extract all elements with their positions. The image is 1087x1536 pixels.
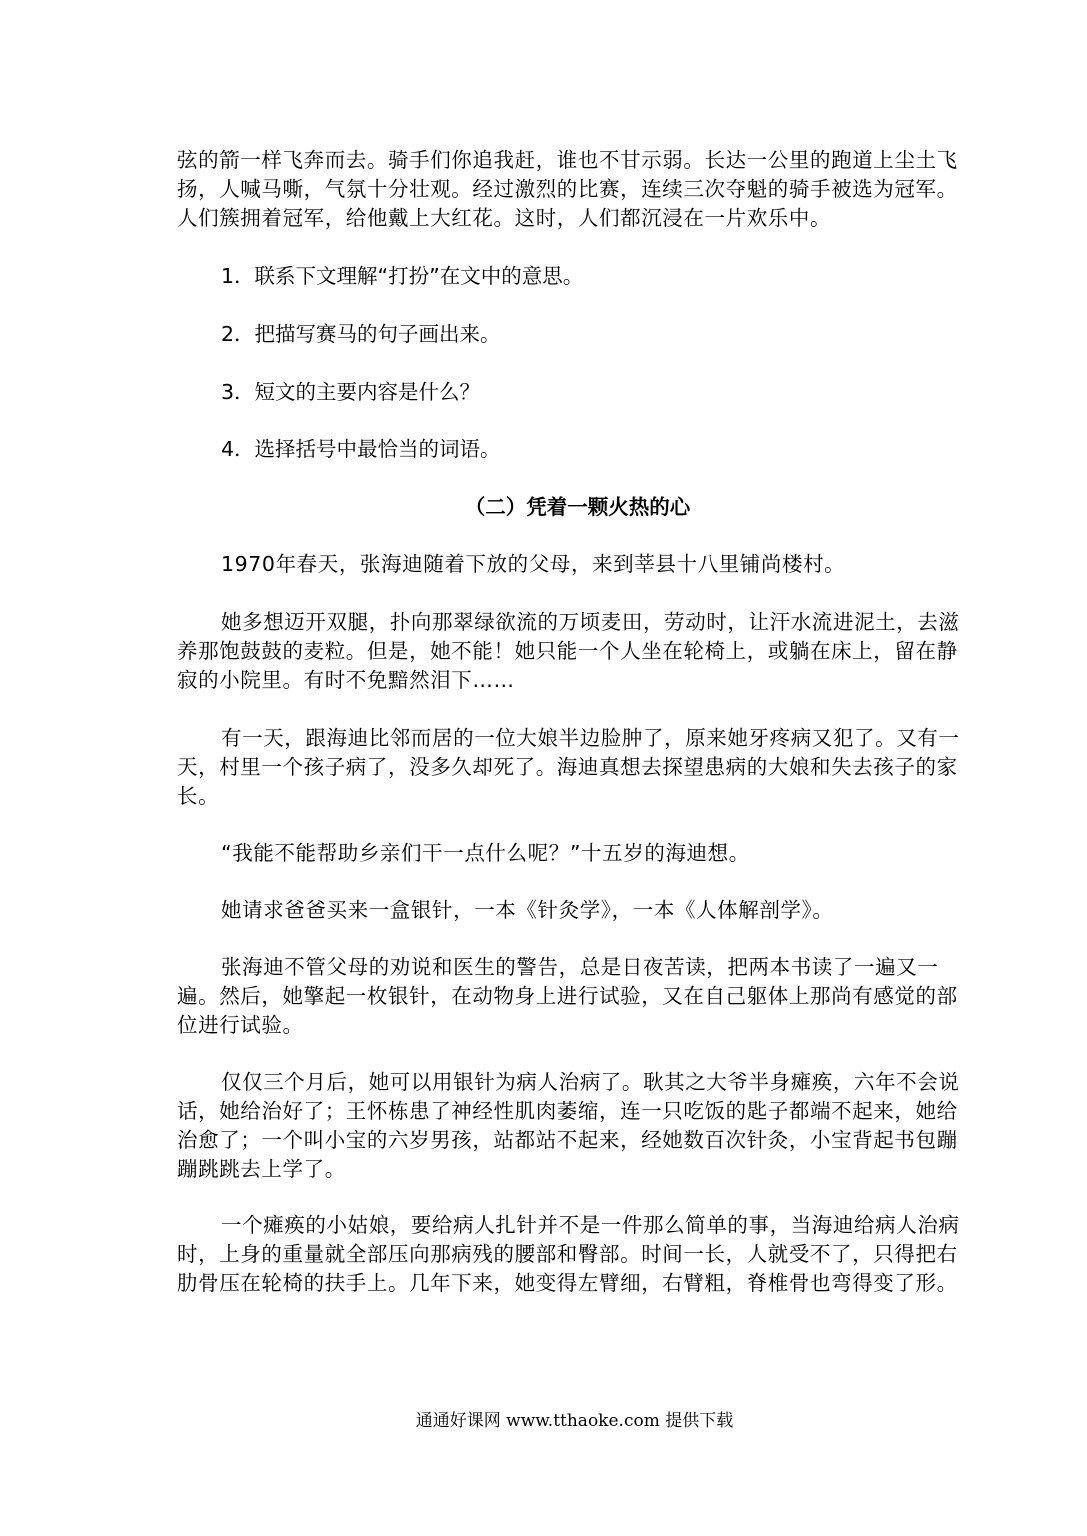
paragraph-6: 张海迪不管父母的劝说和医生的警告，总是日夜苦读，把两本书读了一遍又一遍。然后，她擎起一枚银针，在动物身上进行试验，又在自己躯体上那尚有感觉的部位进行试验。 — [177, 955, 958, 1037]
paragraph-4: “我能不能帮助乡亲们干一点什么呢？”十五岁的海迪想。 — [221, 841, 750, 865]
question-3: 3．短文的主要内容是什么？ — [221, 380, 481, 404]
paragraph-5: 她请求爸爸买来一盒银针，一本《针灸学》，一本《人体解剖学》。 — [221, 898, 834, 922]
paragraph-2: 她多想迈开双腿，扑向那翠绿欲流的万顷麦田，劳动时，让汗水流进泥土，去滋养那饱鼓鼓的麦粒。但是，她不能！她只能一个人坐在轮椅上，或躺在床上，留在静寂的小院里。有时不免黯然泪下…… — [177, 610, 960, 692]
section-title: （二）凭着一颗火热的心 — [464, 495, 691, 519]
paragraph-1: 1970年春天，张海迪随着下放的父母，来到莘县十八里铺尚楼村。 — [221, 552, 846, 576]
paragraph-8: 一个瘫痪的小姑娘，要给病人扎针并不是一件那么简单的事，当海迪给病人治病时，上身的重量就全部压向那病残的腰部和臀部。时间一长，人就受不了，只得把右肋骨压在轮椅的扶手上。几年下来，她变得左臂细，右臂粗，脊椎骨也弯得变了形。 — [177, 1213, 960, 1295]
paragraph-3: 有一天，跟海迪比邻而居的一位大娘半边脸肿了，原来她牙疼病又犯了。又有一天，村里一个孩子病了，没多久却死了。海迪真想去探望患病的大娘和失去孩子的家长。 — [177, 726, 960, 808]
question-2: 2．把描写赛马的句子画出来。 — [221, 322, 501, 346]
question-1: 1．联系下文理解“打扮”在文中的意思。 — [221, 264, 584, 288]
question-4: 4．选择括号中最恰当的词语。 — [221, 437, 501, 461]
paragraph-7: 仅仅三个月后，她可以用银针为病人治病了。耿其之大爷半身瘫痪，六年不会说话，她给治好了；王怀栋患了神经性肌肉萎缩，连一只吃饭的匙子都端不起来，她给治愈了；一个叫小宝的六岁男孩，站都站不起来，经她数百次针灸，小宝背起书包蹦蹦跳跳去上学了。 — [177, 1070, 960, 1181]
footer-text: 通通好课网 www.tthaoke.com 提供下载 — [415, 1411, 734, 1431]
passage-continuation: 弦的箭一样飞奔而去。骑手们你追我赶，谁也不甘示弱。长达一公里的跑道上尘土飞扬，人喊马嘶，气氛十分壮观。经过激烈的比赛，连续三次夺魁的骑手被选为冠军。人们簇拥着冠军，给他戴上大红花。这时，人们都沉浸在一片欢乐中。 — [177, 148, 958, 230]
